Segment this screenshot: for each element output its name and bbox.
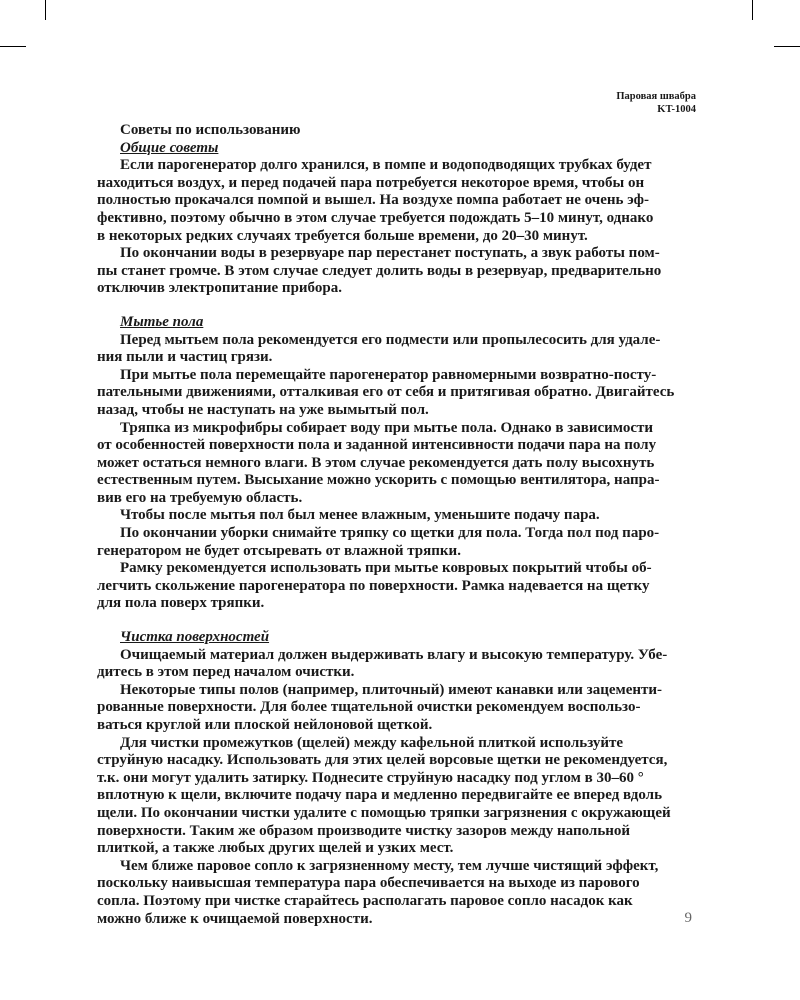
header-title: Паровая швабра xyxy=(616,91,696,102)
text-line: При мытье пола перемещайте парогенератор равномерными возвратно-посту- xyxy=(120,366,657,383)
text-line: полностью прокачался помпой и вышел. На воздухе помпа работает не очень эф- xyxy=(97,192,649,209)
text-line: может остаться немного влаги. В этом случае рекомендуется дать полу высохнуть xyxy=(97,454,655,471)
section-title: Советы по использованию xyxy=(120,122,301,138)
text-line: Очищаемый материал должен выдерживать влагу и высокую температуру. Убе- xyxy=(120,646,668,663)
text-line: щели. По окончании чистки удалите с помощью тряпки загрязнения с окружающей xyxy=(97,804,671,821)
header-model: KT-1004 xyxy=(657,104,696,115)
crop-mark xyxy=(0,46,26,47)
subsection-heading: Чистка поверхностей xyxy=(120,629,270,646)
text-line: Чтобы после мытья пол был менее влажным, уменьшите подачу пара. xyxy=(120,507,600,524)
page-content xyxy=(97,122,703,928)
text-line: т.к. они могут удалить затирку. Поднесите струйную насадку под углом в 30–60 ° xyxy=(97,769,644,786)
text-line: струйную насадку. Использовать для этих целей ворсовые щетки не рекомендуется, xyxy=(97,752,668,769)
text-line: Тряпка из микрофибры собирает воду при мытье пола. Однако в зависимости xyxy=(120,419,653,436)
text-line: генератором не будет отсыревать от влажной тряпки. xyxy=(97,542,461,559)
text-line: сопла. Поэтому при чистке старайтесь располагать паровое сопло насадок как xyxy=(97,892,633,909)
text-line: По окончании уборки снимайте тряпку со щетки для пола. Тогда пол под паро- xyxy=(120,525,660,542)
text-line: можно ближе к очищаемой поверхности. xyxy=(97,910,373,927)
text-line: Некоторые типы полов (например, плиточный) имеют канавки или зацементи- xyxy=(120,681,663,698)
text-line: назад, чтобы не наступать на уже вымытый пол. xyxy=(97,401,429,418)
section-gap xyxy=(97,298,703,314)
page-number: 9 xyxy=(684,910,692,926)
text-line: вплотную к щели, включите подачу пара и медленно передвигайте ее вперед вдоль xyxy=(97,787,663,804)
crop-mark xyxy=(774,46,800,47)
subsection-heading: Мытье пола xyxy=(120,313,204,330)
text-line: от особенностей поверхности пола и заданной интенсивности подачи пара на полу xyxy=(97,437,657,454)
subsection-heading: Общие советы xyxy=(120,139,219,156)
text-line: дитесь в этом перед началом очистки. xyxy=(97,664,355,681)
text-line: Чем ближе паровое сопло к загрязненному месту, тем лучше чистящий эффект, xyxy=(120,857,659,874)
text-line: Перед мытьем пола рекомендуется его подмести или пропылесосить для удале- xyxy=(120,331,661,348)
text-line: Для чистки промежутков (щелей) между кафельной плиткой используйте xyxy=(120,734,624,751)
text-line: для пола поверх тряпки. xyxy=(97,595,265,612)
crop-mark xyxy=(752,0,753,20)
text-line: легчить скольжение парогенератора по поверхности. Рамка надевается на щетку xyxy=(97,577,650,594)
text-line: Рамку рекомендуется использовать при мытье ковровых покрытий чтобы об- xyxy=(120,560,652,577)
text-line: По окончании воды в резервуаре пар перестанет поступать, а звук работы пом- xyxy=(120,245,660,262)
text-line: рованные поверхности. Для более тщательной очистки рекомендуем воспользо- xyxy=(97,699,641,716)
text-line: естественным путем. Высыхание можно ускорить с помощью вентилятора, напра- xyxy=(97,472,660,489)
text-line: находиться воздух, и перед подачей пара потребуется некоторое время, чтобы он xyxy=(97,174,645,191)
text-line: Если парогенератор долго хранился, в помпе и водоподводящих трубках будет xyxy=(120,157,652,174)
text-line: ния пыли и частиц грязи. xyxy=(97,349,273,366)
text-line: отключив электропитание прибора. xyxy=(97,280,342,297)
text-line: поверхности. Таким же образом производите чистку зазоров между напольной xyxy=(97,822,631,839)
section-gap xyxy=(97,613,703,629)
running-header xyxy=(616,90,696,116)
text-line: пательными движениями, отталкивая его от себя и притягивая обратно. Двигайтесь xyxy=(97,384,675,401)
text-line: фективно, поэтому обычно в этом случае требуется подождать 5–10 минут, однако xyxy=(97,209,654,226)
text-line: плиткой, а также любых других щелей и узких мест. xyxy=(97,840,454,857)
text-line: поскольку наивысшая температура пара обеспечивается на выходе из парового xyxy=(97,875,640,892)
text-line: пы станет громче. В этом случае следует долить воды в резервуар, предварительно xyxy=(97,262,662,279)
text-line: в некоторых редких случаях требуется больше времени, до 20–30 минут. xyxy=(97,227,588,244)
crop-mark xyxy=(45,0,46,20)
text-line: ваться круглой или плоской нейлоновой щеткой. xyxy=(97,717,433,733)
text-line: вив его на требуемую область. xyxy=(97,489,303,506)
